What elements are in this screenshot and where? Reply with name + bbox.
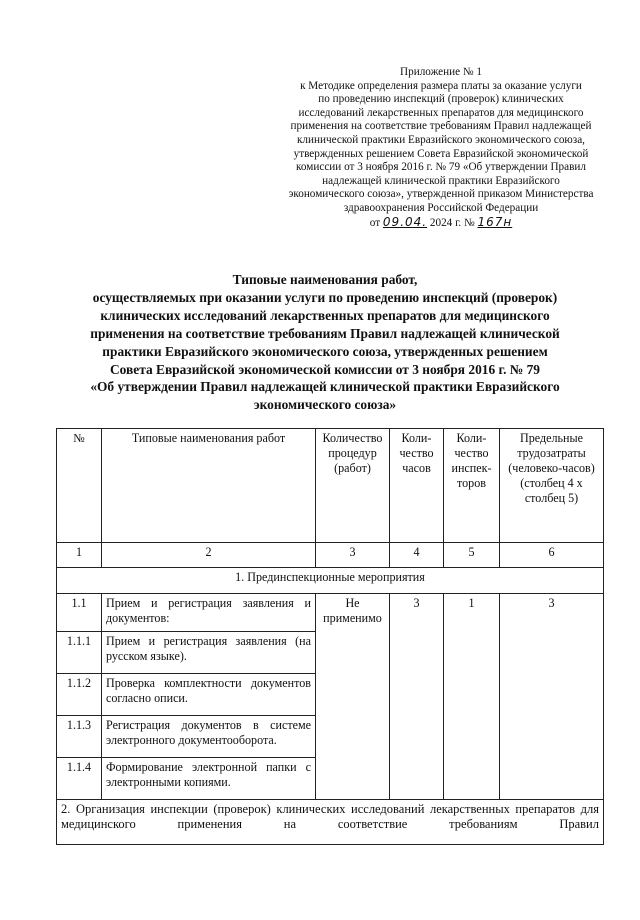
header-work-name: Типовые наименования работ bbox=[102, 429, 316, 543]
appendix-line: применения на соответствие требованиям Правил надлежащей bbox=[290, 120, 592, 133]
column-number: 2 bbox=[102, 543, 316, 568]
appendix-line: комиссии от 3 ноября 2016 г. № 79 «Об утверждении Правил bbox=[296, 161, 586, 174]
date-prefix: от bbox=[369, 216, 381, 229]
header-number: № bbox=[57, 429, 102, 543]
appendix-line: по проведению инспекций (проверок) клинических bbox=[318, 93, 564, 106]
handwritten-order-number: 167н bbox=[477, 214, 513, 229]
row-work-name: Формирование электронной папки с электронными копиями. bbox=[102, 758, 316, 800]
row-work-name: Прием и регистрация заявления и документов: bbox=[102, 594, 316, 632]
title-line: клинических исследований лекарственных препаратов для медицинского bbox=[100, 307, 550, 323]
appendix-note bbox=[256, 66, 626, 230]
date-year: 2024 г. № bbox=[429, 216, 475, 229]
row-work-name: Проверка комплектности документов согласно описи. bbox=[102, 674, 316, 716]
section-heading: 2. Организация инспекции (проверок) клинических исследований лекарственных препаратов для медицинского применения на соответствие требованиям Правил bbox=[57, 800, 604, 845]
title-line: применения на соответствие требованиям Правил надлежащей клинической bbox=[90, 325, 560, 341]
row-work-name: Регистрация документов в системе электронного документооборота. bbox=[102, 716, 316, 758]
header-inspectors: Коли-чество инспек-торов bbox=[444, 429, 500, 543]
column-number: 5 bbox=[444, 543, 500, 568]
column-number: 6 bbox=[500, 543, 604, 568]
title-line: практики Евразийского экономического союза, утвержденных решением bbox=[102, 343, 548, 359]
column-numbers-row bbox=[57, 543, 604, 568]
appendix-line: клинической практики Евразийского экономического союза, bbox=[297, 133, 585, 146]
appendix-line: утвержденных решением Совета Евразийской экономической bbox=[293, 147, 589, 160]
appendix-line: Приложение № 1 bbox=[400, 66, 482, 78]
row-number: 1.1.2 bbox=[57, 674, 102, 716]
row-number: 1.1.4 bbox=[57, 758, 102, 800]
appendix-line: надлежащей клинической практики Евразийского bbox=[322, 174, 560, 187]
title-line: осуществляемых при оказании услуги по проведению инспекций (проверок) bbox=[92, 289, 558, 305]
header-hours: Коли-чество часов bbox=[390, 429, 444, 543]
document-title bbox=[40, 271, 610, 414]
order-date-line bbox=[256, 216, 626, 231]
row-number: 1.1.1 bbox=[57, 632, 102, 674]
section-row bbox=[57, 568, 604, 594]
handwritten-date: 09.04. bbox=[382, 214, 428, 229]
appendix-line: здравоохранения Российской Федерации bbox=[343, 201, 539, 214]
row-procedures: Не применимо bbox=[316, 594, 390, 800]
row-number: 1.1.3 bbox=[57, 716, 102, 758]
column-number: 1 bbox=[57, 543, 102, 568]
column-number: 4 bbox=[390, 543, 444, 568]
row-number: 1.1 bbox=[57, 594, 102, 632]
appendix-line: к Методике определения размера платы за оказание услуги bbox=[300, 79, 582, 92]
works-table bbox=[56, 428, 604, 845]
row-work-name: Прием и регистрация заявления (на русском языке). bbox=[102, 632, 316, 674]
header-labor: Предельные трудозатраты (человеко-часов) (столбец 4 х столбец 5) bbox=[500, 429, 604, 543]
table-row bbox=[57, 594, 604, 632]
title-line: «Об утверждении Правил надлежащей клинической практики Евразийского bbox=[90, 379, 560, 395]
title-line: экономического союза» bbox=[253, 397, 397, 413]
section-row bbox=[57, 800, 604, 845]
header-procedures: Количество процедур (работ) bbox=[316, 429, 390, 543]
row-inspectors: 1 bbox=[444, 594, 500, 800]
appendix-line: исследований лекарственных препаратов для медицинского bbox=[298, 106, 584, 119]
row-labor: 3 bbox=[500, 594, 604, 800]
appendix-line: экономического союза», утвержденной приказом Министерства bbox=[288, 188, 594, 201]
title-line: Типовые наименования работ, bbox=[232, 272, 418, 287]
title-line: Совета Евразийской экономической комиссии от 3 ноября 2016 г. № 79 bbox=[110, 361, 540, 377]
row-hours: 3 bbox=[390, 594, 444, 800]
section-heading: 1. Прединспекционные мероприятия bbox=[57, 568, 604, 594]
table-header-row bbox=[57, 429, 604, 543]
column-number: 3 bbox=[316, 543, 390, 568]
